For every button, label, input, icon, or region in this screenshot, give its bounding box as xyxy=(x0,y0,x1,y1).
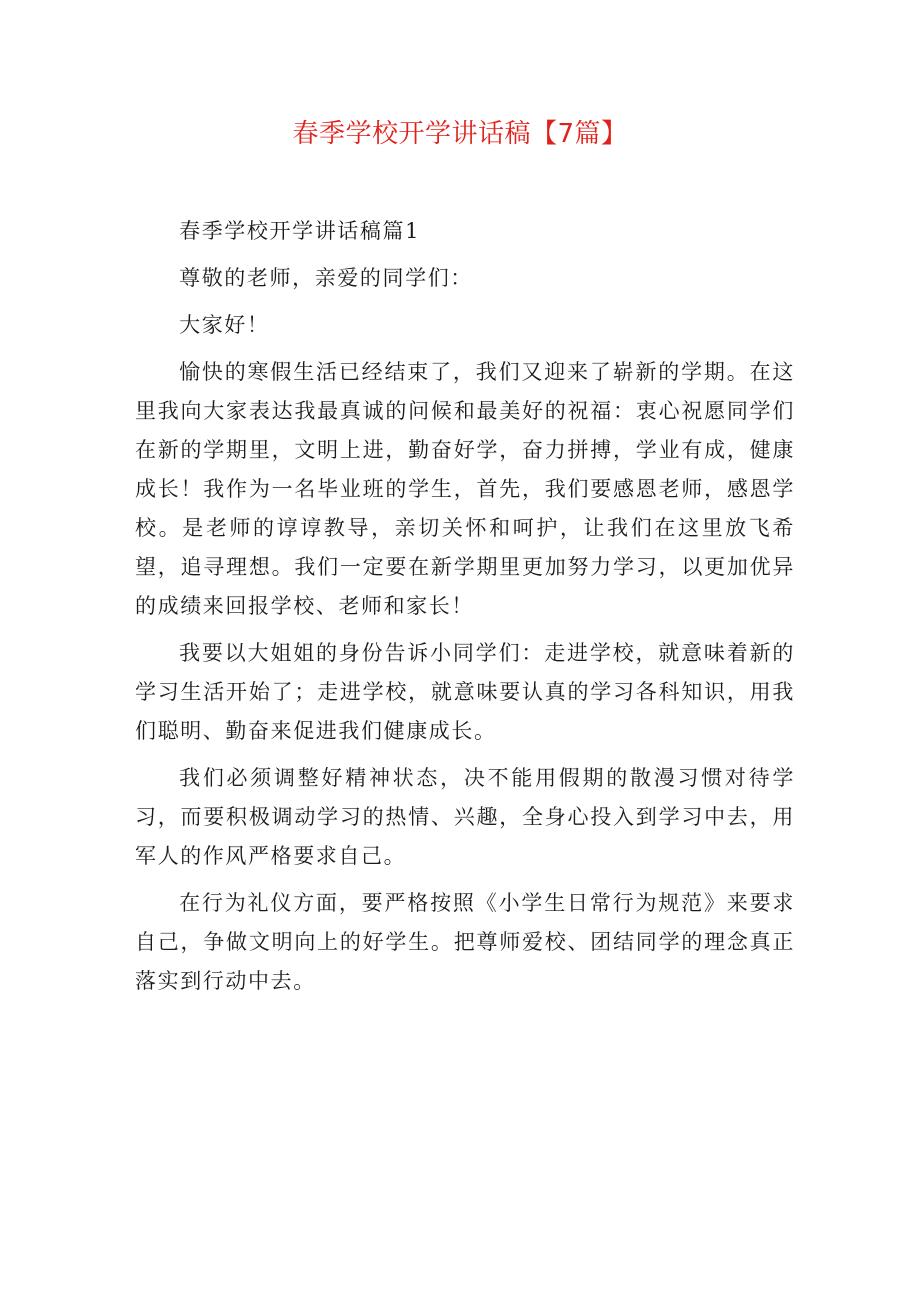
document-title: 春季学校开学讲话稿【7篇】 xyxy=(292,119,628,149)
body-paragraph: 我们必须调整好精神状态，决不能用假期的散漫习惯对待学习，而要积极调动学习的热情、兴趣，全身心投入到学习中去，用军人的作风严格要求自己。 xyxy=(135,766,795,868)
document-body xyxy=(135,212,795,1001)
body-paragraph: 愉快的寒假生活已经结束了，我们又迎来了崭新的学期。在这里我向大家表达我最真诚的问候和最美好的祝福：衷心祝愿同学们在新的学期里，文明上进，勤奋好学，奋力拼搏，学业有成，健康成长！我作为一名毕业班的学生，首先，我们要感恩老师，感恩学校。是老师的谆谆教导，亲切关怀和呵护，让我们在这里放飞希望，追寻理想。我们一定要在新学期里更加努力学习，以更加优异的成绩来回报学校、老师和家长！ xyxy=(135,360,795,618)
section-heading: 春季学校开学讲话稿篇1 xyxy=(179,219,421,243)
salutation: 尊敬的老师，亲爱的同学们： xyxy=(179,266,473,290)
body-paragraph: 在行为礼仪方面，要严格按照《小学生日常行为规范》来要求自己，争做文明向上的好学生。把尊师爱校、团结同学的理念真正落实到行动中去。 xyxy=(135,891,795,993)
body-paragraph: 我要以大姐姐的身份告诉小同学们：走进学校，就意味着新的学习生活开始了；走进学校，就意味要认真的学习各科知识，用我们聪明、勤奋来促进我们健康成长。 xyxy=(135,641,795,743)
greeting: 大家好！ xyxy=(179,313,270,337)
